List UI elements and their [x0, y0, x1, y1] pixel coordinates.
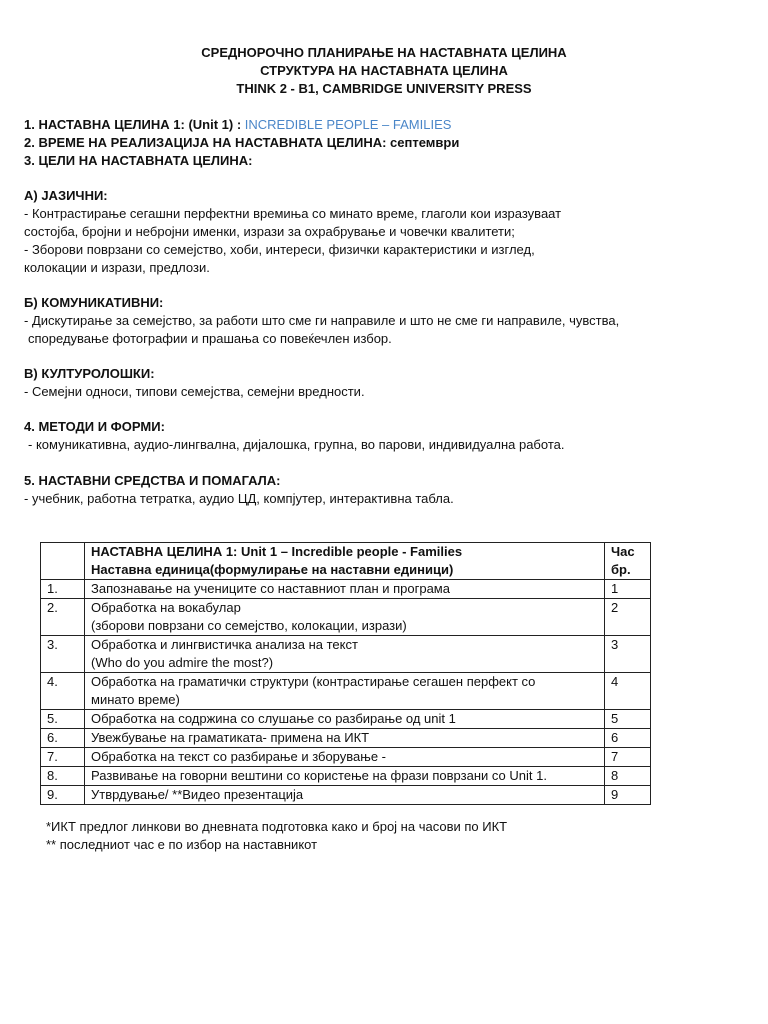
row-hour: 6	[605, 729, 651, 748]
table-header-unit	[85, 543, 605, 580]
table-header-unit-title: НАСТАВНА ЦЕЛИНА 1: Unit 1 – Incredible people - Families	[91, 544, 463, 559]
lesson-plan-table	[40, 542, 651, 805]
section-4-heading: 4. МЕТОДИ И ФОРМИ:	[24, 419, 165, 434]
row-topic-line: Развивање на говорни вештини со користење на фрази поврзани со Unit 1.	[91, 768, 547, 783]
section-1-3	[24, 116, 724, 170]
goal-b	[24, 294, 724, 348]
row-topic-line: Увежбување на граматиката- примена на ИКТ	[91, 730, 370, 745]
row-topic-line: Запознавање на учениците со наставниот план и програма	[91, 581, 450, 596]
goal-c-line: - Семејни односи, типови семејства, семејни вредности.	[24, 384, 365, 399]
goal-c	[24, 365, 724, 401]
table-row	[41, 636, 651, 673]
row-topic	[85, 729, 605, 748]
table-row	[41, 748, 651, 767]
goal-a-line: колокации и изрази, предлози.	[24, 260, 210, 275]
table-row	[41, 580, 651, 599]
table-header-row	[41, 543, 651, 580]
table-row	[41, 599, 651, 636]
section-5-text: - учебник, работна тетратка, аудио ЦД, компјутер, интерактивна табла.	[24, 491, 454, 506]
header-subtitle: СТРУКТУРА НА НАСТАВНАТА ЦЕЛИНА	[260, 63, 508, 78]
row-topic	[85, 673, 605, 710]
row-topic	[85, 710, 605, 729]
row-number: 8.	[41, 767, 85, 786]
goal-a-line: - Зборови поврзани со семејство, хоби, интереси, физички карактеристики и изглед,	[24, 242, 535, 257]
row-topic-line: (зборови поврзани со семејство, колокации, изрази)	[91, 618, 407, 633]
row-number: 1.	[41, 580, 85, 599]
table-row	[41, 767, 651, 786]
goal-a-line: - Контрастирање сегашни перфектни времиња со минато време, глаголи кои изразуваат	[24, 206, 562, 221]
row-topic-line: Обработка и лингвистичка анализа на текст	[91, 637, 358, 652]
row-hour: 8	[605, 767, 651, 786]
table-row	[41, 786, 651, 805]
row-topic	[85, 636, 605, 673]
row-topic	[85, 748, 605, 767]
row-number: 4.	[41, 673, 85, 710]
row-topic-line: Обработка на содржина со слушање со разбирање од unit 1	[91, 711, 456, 726]
footnote-ict: *ИКТ предлог линкови во дневната подготовка како и број на часови по ИКТ	[46, 819, 508, 834]
row-hour: 9	[605, 786, 651, 805]
document-header	[0, 44, 768, 98]
row-number: 9.	[41, 786, 85, 805]
row-topic	[85, 767, 605, 786]
row-number: 2.	[41, 599, 85, 636]
row-hour: 4	[605, 673, 651, 710]
goal-b-line: - Дискутирање за семејство, за работи што сме ги направиле и што не сме ги направиле, чувства,	[24, 313, 620, 328]
row-number: 5.	[41, 710, 85, 729]
table-row	[41, 710, 651, 729]
row-topic-line: Обработка на вокабулар	[91, 600, 241, 615]
row-topic	[85, 599, 605, 636]
section-4	[24, 418, 724, 454]
section-1-unit: : (Unit 1) :	[180, 117, 245, 132]
row-topic	[85, 786, 605, 805]
table-row	[41, 729, 651, 748]
row-hour: 2	[605, 599, 651, 636]
row-hour: 1	[605, 580, 651, 599]
row-topic	[85, 580, 605, 599]
goal-b-heading: Б) КОМУНИКАТИВНИ:	[24, 295, 164, 310]
row-topic-line: Утврдување/ **Видео презентација	[91, 787, 304, 802]
goal-a	[24, 187, 724, 277]
row-hour: 5	[605, 710, 651, 729]
table-header-hours	[605, 543, 651, 580]
section-2: 2. ВРЕМЕ НА РЕАЛИЗАЦИЈА НА НАСТАВНАТА ЦЕЛИНА: септември	[24, 135, 460, 150]
goal-a-line: состојба, бројни и небројни именки, изрази за охрабрување и човечки квалитети;	[24, 224, 515, 239]
table-row	[41, 673, 651, 710]
row-topic-line: (Who do you admire the most?)	[91, 655, 274, 670]
row-hour: 3	[605, 636, 651, 673]
section-1-label: 1. НАСТАВНА ЦЕЛИНА 1	[24, 117, 181, 132]
section-1	[24, 116, 724, 134]
section-5	[24, 472, 724, 508]
goal-c-heading: В) КУЛТУРОЛОШКИ:	[24, 366, 155, 381]
row-number: 6.	[41, 729, 85, 748]
goal-b-line: споредување фотографии и прашања со повеќечлен избор.	[28, 331, 392, 346]
footnotes	[46, 818, 507, 854]
row-hour: 7	[605, 748, 651, 767]
row-number: 3.	[41, 636, 85, 673]
row-topic-line: Обработка на граматички структури (контрастирање сегашен перфект со	[91, 674, 536, 689]
footnote-last-lesson: ** последниот час е по избор на наставникот	[46, 837, 318, 852]
row-topic-line: минато време)	[91, 692, 180, 707]
table-header-hours-line1: Час	[611, 544, 635, 559]
section-5-heading: 5. НАСТАВНИ СРЕДСТВА И ПОМАГАЛА:	[24, 473, 281, 488]
header-title: СРЕДНОРОЧНО ПЛАНИРАЊЕ НА НАСТАВНАТА ЦЕЛИНА	[201, 45, 567, 60]
table-header-hours-line2: бр.	[611, 562, 631, 577]
row-number: 7.	[41, 748, 85, 767]
table-header-unit-subtitle: Наставна единица(формулирање на наставни единици)	[91, 562, 454, 577]
header-book: THINK 2 - B1, CAMBRIDGE UNIVERSITY PRESS	[236, 81, 532, 96]
table-header-number	[41, 543, 85, 580]
row-topic-line: Обработка на текст со разбирање и зборување -	[91, 749, 386, 764]
section-1-title: INCREDIBLE PEOPLE – FAMILIES	[244, 117, 452, 132]
section-4-text: - комуникативна, аудио-лингвална, дијалошка, групна, во парови, индивидуална работа.	[28, 437, 565, 452]
section-3: 3. ЦЕЛИ НА НАСТАВНАТА ЦЕЛИНА:	[24, 153, 253, 168]
goal-a-heading: А) ЈАЗИЧНИ:	[24, 188, 108, 203]
